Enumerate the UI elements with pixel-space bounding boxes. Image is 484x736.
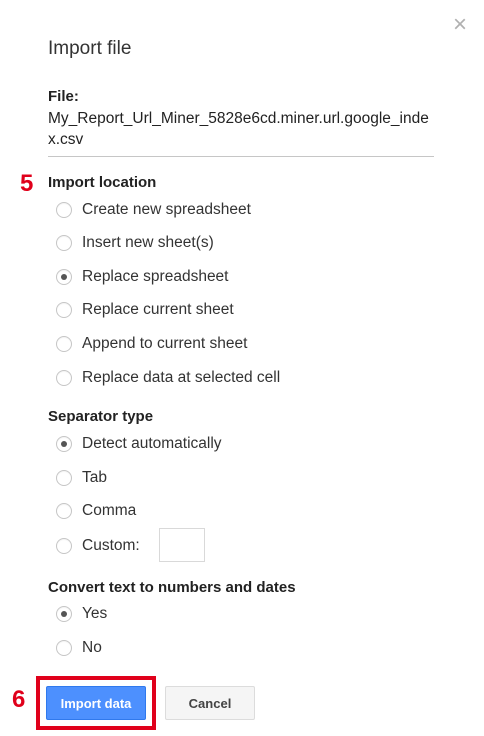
radio-button[interactable] bbox=[56, 269, 72, 285]
convert-text-title: Convert text to numbers and dates bbox=[48, 579, 296, 596]
radio-button[interactable] bbox=[56, 606, 72, 622]
cancel-button[interactable]: Cancel bbox=[165, 686, 255, 720]
radio-label: Append to current sheet bbox=[82, 335, 248, 352]
radio-yes[interactable] bbox=[56, 602, 107, 626]
radio-no[interactable] bbox=[56, 636, 102, 660]
radio-detect-automatically[interactable] bbox=[56, 432, 222, 456]
radio-label: Comma bbox=[82, 502, 137, 519]
import-location-title: Import location bbox=[48, 174, 157, 191]
radio-custom[interactable] bbox=[56, 534, 140, 558]
file-name: My_Report_Url_Miner_5828e6cd.miner.url.google_index.csv bbox=[48, 110, 429, 148]
custom-separator-input[interactable] bbox=[159, 528, 205, 562]
radio-append-to-current-sheet[interactable] bbox=[56, 332, 247, 356]
radio-button[interactable] bbox=[56, 436, 72, 452]
radio-label: Insert new sheet(s) bbox=[82, 234, 214, 251]
separator-type-title: Separator type bbox=[48, 408, 154, 425]
radio-label: Replace data at selected cell bbox=[82, 369, 281, 386]
radio-label: Tab bbox=[82, 469, 107, 486]
close-icon[interactable]: × bbox=[452, 11, 467, 38]
step-6-marker: 6 bbox=[12, 686, 26, 713]
radio-label: Replace current sheet bbox=[82, 301, 234, 318]
radio-button[interactable] bbox=[56, 503, 72, 519]
radio-button[interactable] bbox=[56, 640, 72, 656]
radio-replace-data-at-selected-cell[interactable] bbox=[56, 366, 280, 390]
radio-label: Yes bbox=[82, 605, 108, 622]
dialog-title: Import file bbox=[48, 38, 132, 59]
radio-button[interactable] bbox=[56, 336, 72, 352]
radio-insert-new-sheets[interactable] bbox=[56, 231, 214, 255]
radio-button[interactable] bbox=[56, 470, 72, 486]
radio-tab[interactable] bbox=[56, 466, 107, 490]
radio-replace-spreadsheet[interactable] bbox=[56, 265, 229, 289]
radio-label: Detect automatically bbox=[82, 435, 222, 452]
file-label: File: bbox=[48, 88, 79, 105]
radio-button[interactable] bbox=[56, 202, 72, 218]
import-data-button[interactable]: Import data bbox=[46, 686, 146, 720]
radio-label: Replace spreadsheet bbox=[82, 268, 229, 285]
radio-button[interactable] bbox=[56, 235, 72, 251]
radio-button[interactable] bbox=[56, 370, 72, 386]
step-5-marker: 5 bbox=[20, 170, 34, 197]
radio-button[interactable] bbox=[56, 302, 72, 318]
radio-label: No bbox=[82, 639, 102, 656]
divider bbox=[48, 156, 434, 157]
radio-create-new-spreadsheet[interactable] bbox=[56, 198, 251, 222]
radio-label: Custom: bbox=[82, 537, 140, 554]
radio-replace-current-sheet[interactable] bbox=[56, 298, 234, 322]
radio-label: Create new spreadsheet bbox=[82, 201, 251, 218]
radio-button[interactable] bbox=[56, 538, 72, 554]
radio-comma[interactable] bbox=[56, 499, 136, 523]
